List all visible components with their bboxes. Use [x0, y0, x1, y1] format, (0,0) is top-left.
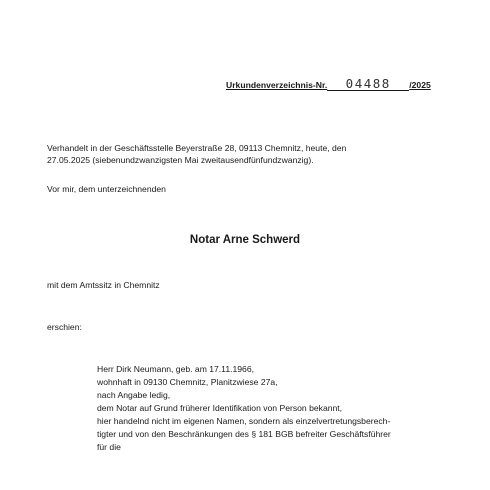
location-line-2: 27.05.2025 (siebenundzwanzigsten Mai zweitausendfünfundzwanzig).	[47, 155, 314, 165]
notary-name: Notar Arne Schwerd	[189, 234, 301, 246]
person-line-3: nach Angabe ledig,	[97, 390, 171, 400]
person-line-7: für die	[97, 442, 121, 452]
before-me-text: Vor mir, dem unterzeichnenden	[47, 184, 166, 194]
person-line-6: tigter und von den Beschränkungen des § 181 BGB befreiter Geschäftsführer	[97, 429, 391, 439]
seat-text: mit dem Amtssitz in Chemnitz	[47, 280, 160, 290]
person-line-2: wohnhaft in 09130 Chemnitz, Planitzwiese 27a,	[97, 377, 278, 387]
location-line-1: Verhandelt in der Geschäftsstelle Beyerstraße 28, 09113 Chemnitz, heute, den	[47, 143, 347, 153]
appeared-text: erschien:	[47, 322, 82, 332]
register-year: /2025	[409, 80, 431, 90]
person-line-4: dem Notar auf Grund früherer Identifikation von Person bekannt,	[97, 403, 343, 413]
register-label: Urkundenverzeichnis-Nr.	[226, 80, 328, 90]
person-line-1: Herr Dirk Neumann, geb. am 17.11.1966,	[97, 364, 254, 374]
person-line-5: hier handelnd nicht im eigenen Namen, sondern als einzelvertretungsberech-	[97, 416, 391, 426]
register-number: 04488	[327, 77, 409, 91]
register-number-line	[226, 77, 431, 93]
